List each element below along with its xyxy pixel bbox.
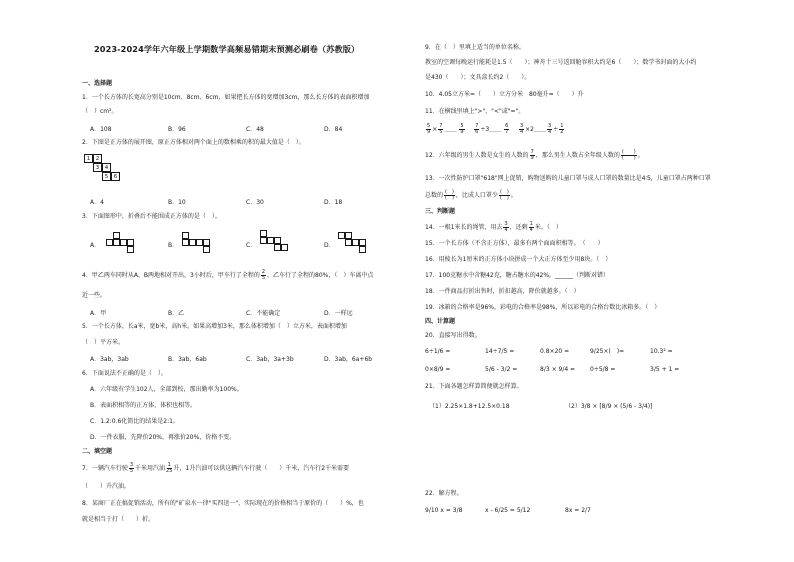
answer-fraction-blank[interactable]: ( ) ( ): [499, 189, 509, 201]
q4-option-a[interactable]: A．甲: [90, 310, 107, 317]
q2-option-b[interactable]: B．10: [168, 199, 186, 206]
q3-option-b[interactable]: B．: [168, 242, 179, 249]
equation: 9/10 x = 3/8: [425, 507, 463, 514]
calc-item: 5/6 - 3/2 =: [485, 366, 518, 373]
calc-item: 10.3² =: [650, 348, 673, 355]
fraction: $\frac{1}{4}$: [529, 221, 533, 233]
q6-option-d[interactable]: D．一件衣服，先降价20%，再涨价20%，价格不变。: [90, 434, 236, 441]
q1-option-c[interactable]: C．48: [246, 126, 264, 133]
fraction: $\frac{3}{5}$: [129, 462, 134, 474]
section-calc: 四、计算题: [425, 318, 456, 325]
q7-text-2: （ ）升汽油。: [82, 483, 131, 490]
net-cell: 5: [102, 172, 111, 181]
calc-item: 3/5 + 1 =: [650, 366, 680, 373]
net-cell: 6: [111, 172, 120, 181]
q6-text: 6．下面说法不正确的是（ ）。: [82, 370, 167, 377]
q5-text: 5．一个长方体，长a米，宽b米，高h米。如果高增加3米，那么体积增加（ ）立方米，表面积增加: [82, 323, 347, 330]
q21-item-1: （1）2.25×1.8+12.5×0.18: [429, 403, 510, 410]
q20-text: 20．直接写出得数。: [425, 332, 481, 339]
q18-text: 18．一件商品打折出售时，折扣越高，降价就越多。（ ）: [425, 288, 580, 295]
q7-text: 7．一辆汽车行驶 $\frac{3}{5}$ 千米用汽油 $\frac{1}{25}$ 升，1升汽油可以供这辆汽车行驶（ ）千米，汽车行2千米需要: [82, 462, 350, 474]
fraction: $\frac{1}{25}$: [166, 462, 173, 474]
q1-option-d[interactable]: D．84: [324, 126, 343, 133]
calc-item: 0×8/9 =: [425, 366, 451, 373]
q1-option-b[interactable]: B．96: [168, 126, 186, 133]
calc-item: 8/3 × 9/4 =: [540, 366, 576, 373]
q5-option-d[interactable]: D．3ab，6a+6b: [324, 356, 373, 363]
q5-option-c[interactable]: C．3ab，3a+3b: [246, 356, 294, 363]
q10-text: 10．4.05立方米=（ ）立方分米 80毫升=（ ）升: [425, 91, 584, 98]
q9-text-3: 是430（ ）；文具盒长约2（ ）。: [425, 74, 531, 81]
q12-text: 12．六年级的男生人数是女生的人数的 $\frac{7}{9}$ ，那么男生人数占全年级人数的 ( ) ( ) 。: [425, 149, 644, 161]
calc-item: 9/25×( )=: [590, 348, 625, 355]
q21-item-2: （2）3/8 × [8/9 × (5/6 - 3/4)]: [565, 403, 653, 410]
q1-text-2: （ ）cm²。: [82, 108, 118, 115]
q21-text: 21．下面各题怎样算简便就怎样算。: [425, 383, 523, 390]
q15-text: 15．一个长方体（不含正方体），最多有两个面面积相等。 （ ）: [425, 240, 604, 247]
q13-text: 13．一次性防护口罩"618"网上促销，购物送购的儿童口罩与成人口罩的数量比是4∶5，儿童口罩占两种口罩: [425, 175, 711, 182]
q1-text: 1．一个长方体的长宽高分别是10cm、8cm、6cm，如果把长方体的宽增加3cm，那么长方体的表面积增加: [82, 94, 370, 101]
answer-fraction-blank[interactable]: ( ) ( ): [445, 189, 454, 201]
section-fill: 二、填空题: [82, 448, 113, 455]
calc-item: 6÷1/6 =: [425, 348, 451, 355]
q5-option-b[interactable]: B．3ab，6ab: [168, 356, 207, 363]
net-cell: 4: [102, 163, 111, 172]
q6-option-c[interactable]: C．1.2:0.6化简比的结果是2:1。: [90, 418, 179, 425]
q4-option-b[interactable]: B．乙: [168, 310, 185, 317]
q11-compare-row: $\frac{5}{9}$ × $\frac{7}{5}$ ＿＿ $\frac{5}{9}$ $\frac{7}{6}$ ÷3＿＿ $\frac{6}{7}$ $\frac{3}{4}$ ×2＿＿ $\frac{3}{4}$ ÷ $\frac{1}{2}$: [427, 123, 564, 135]
q9-text-2: 教室的空调每晚运行能耗是1.5（ ）；神舟十三号返回舱容积大约是6（ ）；数学书封面的大小约: [425, 59, 697, 66]
q19-text: 19．冰箱的合格率是96%，彩电的合格率是98%，所以彩电的合格台数比冰箱多。（ ）: [425, 304, 661, 311]
q6-option-a[interactable]: A．六年级有学生102人，全部到校，那出勤率为100%。: [90, 386, 243, 393]
q5-option-a[interactable]: A．3ab，3ab: [90, 356, 129, 363]
q16-text: 16．用棱长为1厘米的正方体小块拼成一个大正方体至少用8块。（ ）: [425, 256, 612, 263]
page-title: 2023-2024学年六年级上学期数学高频易错期末预测必刷卷（苏教版）: [94, 44, 360, 54]
calc-item: 0.8×20 =: [540, 348, 570, 355]
net-cell: 3: [93, 163, 102, 172]
net-cell: 2: [93, 154, 102, 163]
calc-item: 14÷7/5 =: [485, 348, 515, 355]
q2-text: 2．下图是正方体的展开图，原正方体相对两个面上的数相乘的积的最大值是（ ）。: [82, 139, 305, 146]
equation: 8x = 2/7: [565, 507, 591, 514]
section-judge: 三、判断题: [425, 208, 456, 215]
q3-option-d[interactable]: D．: [324, 242, 335, 249]
q13-text-2: 总数的 ( ) ( ) ，比成人口罩少 ( ) ( ) 。: [425, 189, 517, 201]
section-choice: 一、选择题: [82, 80, 113, 87]
q2-option-c[interactable]: C．30: [246, 199, 264, 206]
q4-option-c[interactable]: C．不能确定: [246, 310, 281, 317]
equation: x - 6/25 = 5/12: [485, 507, 531, 514]
q8-text-2: 就是相当于打（ ）折。: [82, 516, 155, 523]
q3-option-c[interactable]: C．: [246, 242, 257, 249]
net-cell: 1: [84, 154, 93, 163]
fraction: $\frac{2}{5}$: [261, 269, 266, 281]
q11-text: 11．在横线里填上">"、"<"或"="。: [425, 108, 525, 115]
q2-option-a[interactable]: A．4: [90, 199, 104, 206]
q14-text: 14．一根1米长的绳管，用去 $\frac{3}{4}$ ，还剩 $\frac{1}{4}$ 米。（ ）: [425, 221, 562, 233]
q9-text: 9．在（ ）里填上适当的单位名称。: [425, 44, 525, 51]
answer-fraction-blank[interactable]: ( ) ( ): [621, 149, 636, 161]
q5-text-2: （ ）平方米。: [82, 339, 125, 346]
q17-text: 17．100克糖水中含糖42克，糖占糖水的42%。______（判断对错）: [425, 272, 610, 279]
q3-option-a[interactable]: A．: [90, 242, 101, 249]
fraction: $\frac{3}{4}$: [504, 221, 508, 233]
q3-text: 3．下面图形中，折叠后不能围成正方体的是（ ）。: [82, 213, 221, 220]
q2-option-d[interactable]: D．18: [324, 199, 343, 206]
q1-option-a[interactable]: A．108: [90, 126, 112, 133]
q4-text-2: 近一些。: [82, 292, 107, 299]
q6-option-b[interactable]: B．表面积相等的正方体，体积也相等。: [90, 402, 197, 409]
calc-item: 0÷5/8 =: [590, 366, 616, 373]
q8-text: 8．某商厂正在搞促销活动，所有的"矿泉水一律"买四送一"，实际现在的价格相当于原价的（ ）%，也: [82, 500, 364, 507]
fraction: $\frac{7}{9}$: [530, 149, 534, 161]
q4-option-d[interactable]: D．一样远: [324, 310, 353, 317]
q22-text: 22．解方程。: [425, 490, 463, 497]
q4-text: 4．甲乙两车同时从A、B两地相对开出，3小时后，甲车行了全程的 $\frac{2}{5}$ ，乙车行了全程的80%，（ ）车离中点: [82, 269, 374, 281]
